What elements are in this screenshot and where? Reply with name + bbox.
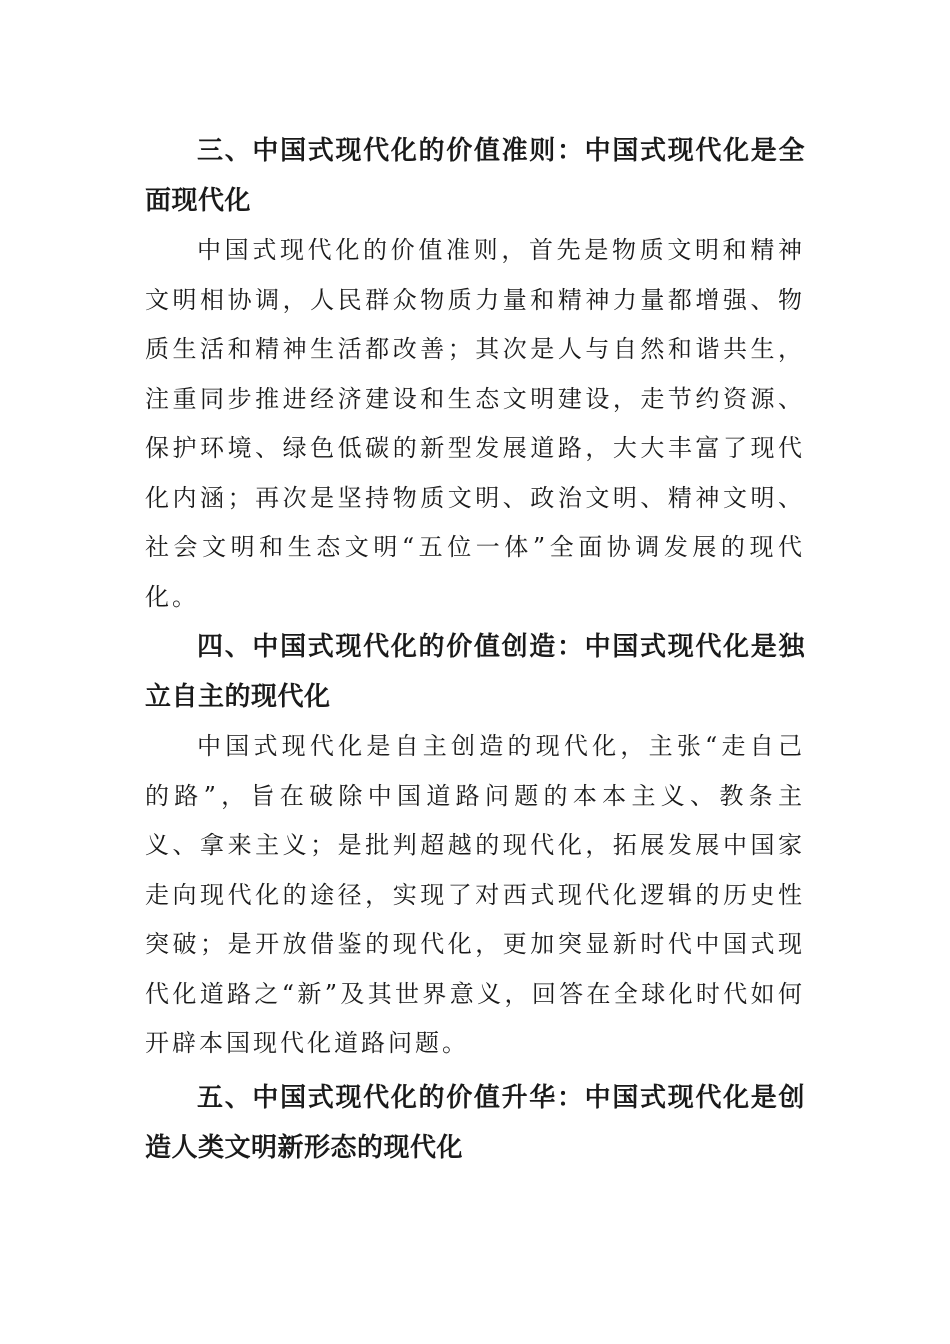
section-heading-3: 三、中国式现代化的价值准则：中国式现代化是全面现代化 [145, 136, 805, 216]
section-heading-4: 四、中国式现代化的价值创造：中国式现代化是独立自主的现代化 [145, 632, 805, 712]
section-paragraph-4: 中国式现代化是自主创造的现代化，主张“走自己的路”，旨在破除中国道路问题的本本主义、教条主义、拿来主义；是批判超越的现代化，拓展发展中国家走向现代化的途径，实现了对西式现代化逻辑的历史性突破；是开放借鉴的现代化，更加突显新时代中国式现代化道路之“新”及其世界意义，回答在全球化时代如何开辟本国现代化道路问题。 [145, 732, 805, 1057]
section-paragraph-3: 中国式现代化的价值准则，首先是物质文明和精神文明相协调，人民群众物质力量和精神力量都增强、物质生活和精神生活都改善；其次是人与自然和谐共生，注重同步推进经济建设和生态文明建设，走节约资源、保护环境、绿色低碳的新型发展道路，大大丰富了现代化内涵；再次是坚持物质文明、政治文明、精神文明、社会文明和生态文明“五位一体”全面协调发展的现代化。 [145, 236, 805, 611]
section-heading-5: 五、中国式现代化的价值升华：中国式现代化是创造人类文明新形态的现代化 [145, 1082, 805, 1163]
document-body [145, 126, 805, 1173]
